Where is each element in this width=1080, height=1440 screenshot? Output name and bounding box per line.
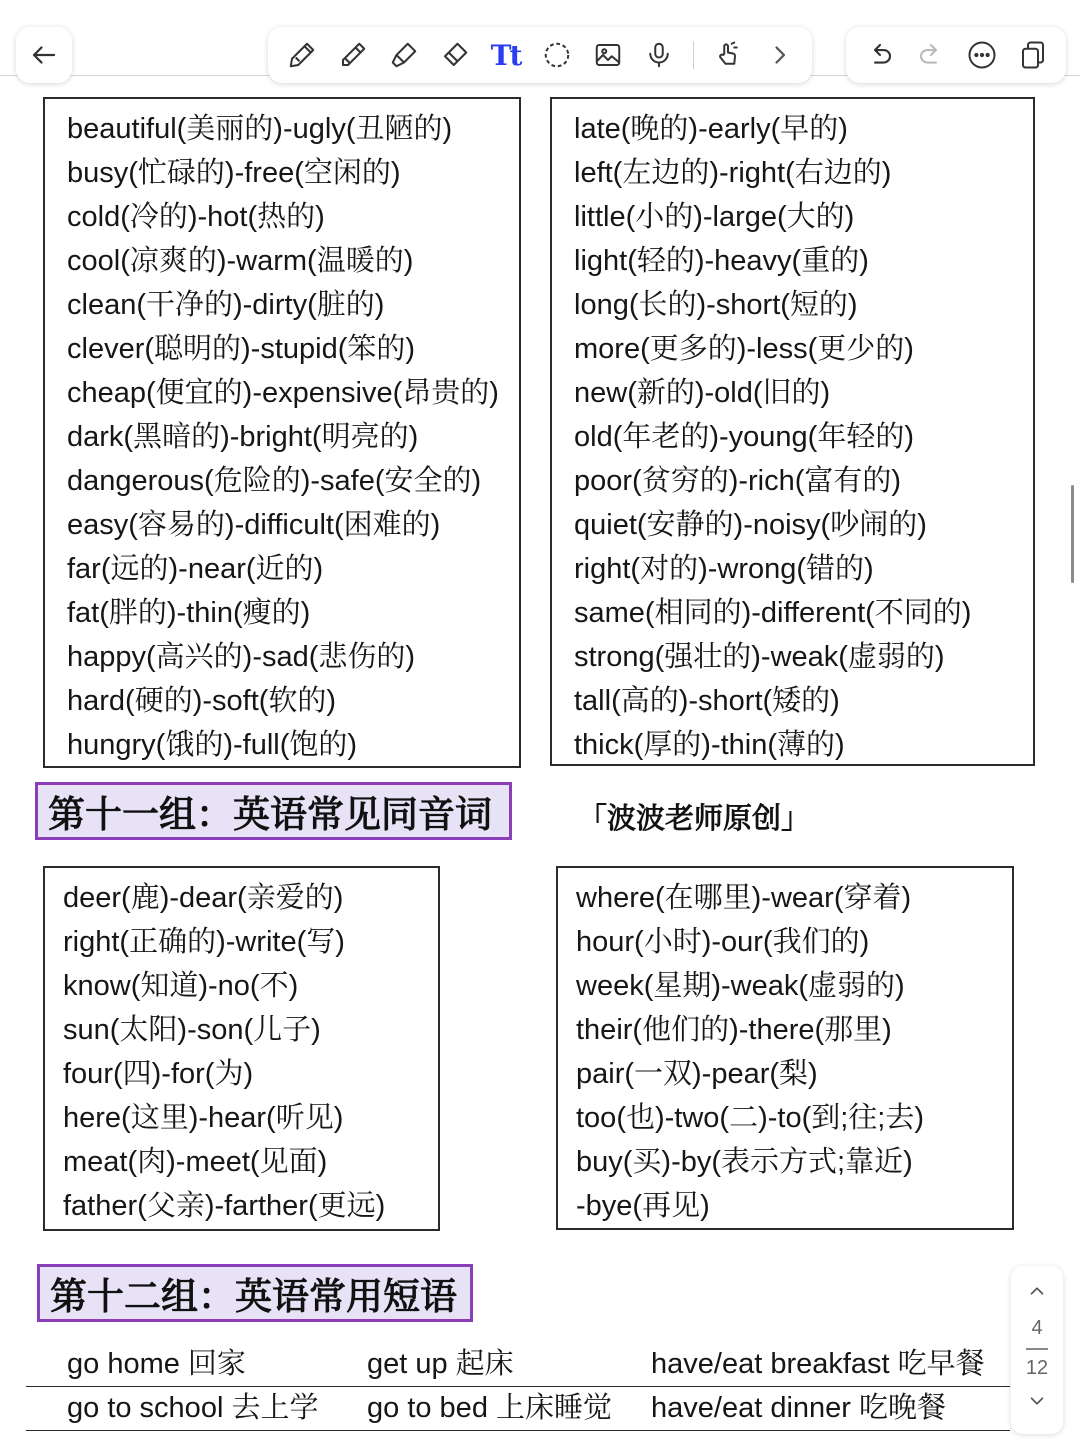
touch-tool-icon[interactable]: [711, 38, 745, 72]
list-item: tall(高的)-short(矮的): [574, 685, 840, 717]
author-credit: 「波波老师原创」: [578, 803, 811, 835]
list-item: hungry(饿的)-full(饱的): [67, 729, 358, 761]
list-item: more(更多的)-less(更少的): [574, 333, 914, 365]
list-item: cheap(便宜的)-expensive(昂贵的): [67, 377, 499, 409]
list-item: father(父亲)-farther(更远): [63, 1190, 386, 1222]
page-down-icon[interactable]: [1022, 1386, 1052, 1416]
phrase-cell: have/eat dinner 吃晚餐: [651, 1392, 946, 1424]
list-item: beautiful(美丽的)-ugly(丑陋的): [67, 113, 453, 145]
list-item: where(在哪里)-wear(穿着): [576, 882, 912, 914]
antonym-box-left: [43, 97, 521, 768]
microphone-tool-icon[interactable]: [642, 38, 676, 72]
phrase-cell: go to school 去上学: [67, 1392, 319, 1424]
list-item: little(小的)-large(大的): [574, 201, 855, 233]
list-item: week(星期)-weak(虚弱的): [576, 970, 905, 1002]
list-item: thick(厚的)-thin(薄的): [574, 729, 845, 761]
more-options-icon[interactable]: [965, 38, 999, 72]
phrase-cell: have/eat breakfast 吃早餐: [651, 1348, 985, 1380]
list-item: easy(容易的)-difficult(困难的): [67, 509, 441, 541]
list-item: right(正确的)-write(写): [63, 926, 345, 958]
list-item: busy(忙碌的)-free(空闲的): [67, 157, 401, 189]
scrollbar-thumb[interactable]: [1071, 485, 1074, 583]
list-item: cold(冷的)-hot(热的): [67, 201, 325, 233]
list-item: same(相同的)-different(不同的): [574, 597, 972, 629]
list-item: deer(鹿)-dear(亲爱的): [63, 882, 344, 914]
list-item: hour(小时)-our(我们的): [576, 926, 870, 958]
page-up-icon[interactable]: [1022, 1276, 1052, 1306]
chevron-right-icon[interactable]: [762, 38, 796, 72]
action-bar: [846, 27, 1066, 83]
text-tool-icon[interactable]: [489, 38, 523, 72]
section-heading-phrases: 第十二组：英语常用短语: [37, 1264, 473, 1322]
list-item: quiet(安静的)-noisy(吵闹的): [574, 509, 927, 541]
list-item: poor(贫穷的)-rich(富有的): [574, 465, 902, 497]
list-item: new(新的)-old(旧的): [574, 377, 831, 409]
homophone-box-left: [43, 866, 440, 1231]
antonym-box-right: [550, 97, 1035, 766]
pen-tool-icon[interactable]: [285, 38, 319, 72]
table-row: [26, 1386, 1010, 1431]
list-item: sun(太阳)-son(儿子): [63, 1014, 321, 1046]
toolbar-separator: [693, 41, 694, 69]
list-item: their(他们的)-there(那里): [576, 1014, 892, 1046]
highlighter-tool-icon[interactable]: [387, 38, 421, 72]
list-item: too(也)-two(二)-to(到;往;去): [576, 1102, 925, 1134]
list-item: -bye(再见): [576, 1190, 710, 1222]
list-item: here(这里)-hear(听见): [63, 1102, 344, 1134]
homophone-box-right: [556, 866, 1014, 1230]
table-row: [26, 1342, 1010, 1387]
list-item: fat(胖的)-thin(瘦的): [67, 597, 311, 629]
back-arrow-icon: [27, 38, 61, 72]
list-item: old(年老的)-young(年轻的): [574, 421, 914, 453]
image-tool-icon[interactable]: [591, 38, 625, 72]
back-button[interactable]: [16, 27, 72, 83]
phrase-cell: get up 起床: [367, 1348, 514, 1380]
list-item: hard(硬的)-soft(软的): [67, 685, 337, 717]
pencil-tool-icon[interactable]: [336, 38, 370, 72]
list-item: left(左边的)-right(右边的): [574, 157, 892, 189]
list-item: cool(凉爽的)-warm(温暖的): [67, 245, 414, 277]
pages-icon[interactable]: [1016, 38, 1050, 72]
list-item: happy(高兴的)-sad(悲伤的): [67, 641, 416, 673]
text-tool-label: Tt: [490, 38, 521, 72]
redo-icon[interactable]: [914, 38, 948, 72]
list-item: long(长的)-short(短的): [574, 289, 858, 321]
phrase-cell: go home 回家: [67, 1348, 246, 1380]
section-heading-homophones: 第十一组：英语常见同音词: [35, 782, 512, 840]
list-item: late(晚的)-early(早的): [574, 113, 848, 145]
undo-icon[interactable]: [863, 38, 897, 72]
list-item: pair(一双)-pear(梨): [576, 1058, 818, 1090]
drawing-tools-bar: [268, 27, 812, 83]
list-item: clean(干净的)-dirty(脏的): [67, 289, 385, 321]
list-item: four(四)-for(为): [63, 1058, 254, 1090]
eraser-tool-icon[interactable]: [438, 38, 472, 72]
list-item: clever(聪明的)-stupid(笨的): [67, 333, 416, 365]
page-divider: [1026, 1348, 1048, 1350]
total-page-number: 12: [1025, 1356, 1049, 1379]
list-item: light(轻的)-heavy(重的): [574, 245, 869, 277]
list-item: dangerous(危险的)-safe(安全的): [67, 465, 482, 497]
current-page-number: 4: [1031, 1317, 1043, 1339]
phrase-cell: go to bed 上床睡觉: [367, 1392, 612, 1424]
list-item: dark(黑暗的)-bright(明亮的): [67, 421, 419, 453]
lasso-tool-icon[interactable]: [540, 38, 574, 72]
page-navigator: [1011, 1266, 1063, 1434]
list-item: meat(肉)-meet(见面): [63, 1146, 328, 1178]
list-item: right(对的)-wrong(错的): [574, 553, 874, 585]
list-item: strong(强壮的)-weak(虚弱的): [574, 641, 945, 673]
list-item: buy(买)-by(表示方式;靠近): [576, 1146, 913, 1178]
list-item: far(远的)-near(近的): [67, 553, 324, 585]
list-item: know(知道)-no(不): [63, 970, 299, 1002]
